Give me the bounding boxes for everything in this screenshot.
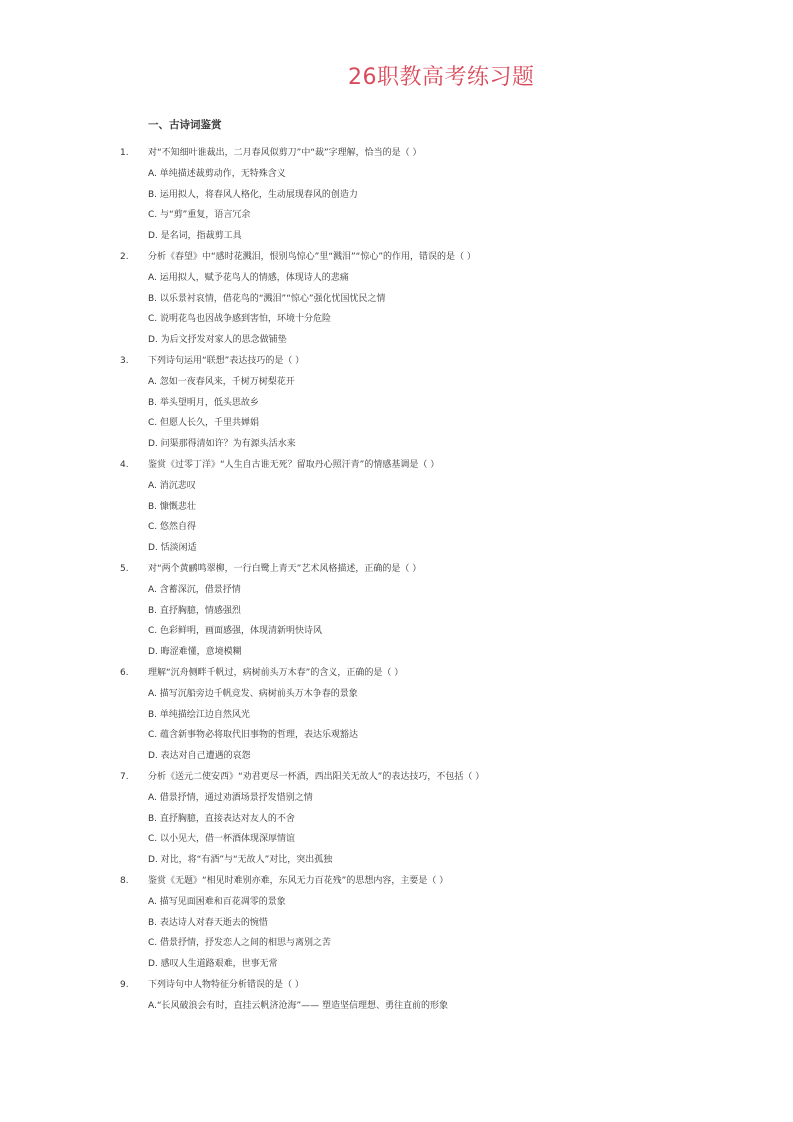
question-number: 4. xyxy=(120,460,129,470)
answer-option: A. 消沉悲叹 xyxy=(148,480,196,491)
answer-option: D. 表达对自己遭遇的哀怨 xyxy=(148,751,251,762)
answer-option: D. 恬淡闲适 xyxy=(148,543,197,554)
answer-option: B. 表达诗人对春天逝去的惋惜 xyxy=(148,917,268,928)
answer-option: A. 忽如一夜春风来，千树万树梨花开 xyxy=(148,376,295,387)
question-stem: 下列诗句中人物特征分析错误的是（ ） xyxy=(148,980,304,990)
question-stem: 分析《春望》中“感时花溅泪，恨别鸟惊心”里“溅泪”“惊心”的作用，错误的是（ ） xyxy=(148,252,476,262)
question-number: 1. xyxy=(120,148,129,158)
answer-option: D. 为后文抒发对家人的思念做铺垫 xyxy=(148,335,287,346)
answer-option: C. 但愿人长久，千里共婵娟 xyxy=(148,418,260,429)
question-stem: 对“不知细叶谁裁出，二月春风似剪刀”中“裁”字理解，恰当的是（ ） xyxy=(148,148,422,158)
question-number: 9. xyxy=(120,980,129,990)
question-number: 3. xyxy=(120,356,129,366)
question-stem: 理解“沉舟侧畔千帆过，病树前头万木春”的含义，正确的是（ ） xyxy=(148,668,404,678)
question-number: 5. xyxy=(120,564,129,574)
answer-option: D. 是名词，指裁剪工具 xyxy=(148,231,242,242)
question-number: 6. xyxy=(120,668,129,678)
answer-option: B. 单纯描绘江边自然风光 xyxy=(148,709,250,720)
answer-option: B. 直抒胸臆，情感强烈 xyxy=(148,605,241,616)
answer-option: C. 与“剪”重复，语言冗余 xyxy=(148,210,251,221)
answer-option: D. 感叹人生道路艰难，世事无常 xyxy=(148,959,278,970)
answer-option: B. 直抒胸臆，直接表达对友人的不舍 xyxy=(148,813,295,824)
question-stem: 鉴赏《无题》“相见时难别亦难，东风无力百花残”的思想内容，主要是（ ） xyxy=(148,876,449,886)
answer-option: A. 运用拟人，赋予花鸟人的情感，体现诗人的悲痛 xyxy=(148,272,349,283)
answer-option: B. 举头望明月，低头思故乡 xyxy=(148,397,259,408)
answer-option: C. 借景抒情，抒发恋人之间的相思与离别之苦 xyxy=(148,938,332,949)
question-stem: 鉴赏《过零丁洋》“人生自古谁无死？留取丹心照汗青”的情感基调是（ ） xyxy=(148,460,440,470)
answer-option: C. 蕴含新事物必将取代旧事物的哲理，表达乐观豁达 xyxy=(148,730,359,741)
answer-option: A. 单纯描述裁剪动作，无特殊含义 xyxy=(148,168,286,179)
section-heading: 一、古诗词鉴赏 xyxy=(148,119,222,131)
answer-option: B. 以乐景衬哀情，借花鸟的“溅泪”“惊心”强化忧国忧民之情 xyxy=(148,293,386,304)
answer-option: C. 色彩鲜明，画面感强，体现清新明快诗风 xyxy=(148,626,323,637)
answer-option: D. 问渠那得清如许？为有源头活水来 xyxy=(148,439,296,450)
answer-option: C. 悠然自得 xyxy=(148,522,197,533)
question-stem: 对“两个黄鹂鸣翠柳，一行白鹭上青天”艺术风格描述，正确的是（ ） xyxy=(148,564,422,574)
answer-option: D. 晦涩难懂，意境模糊 xyxy=(148,647,242,658)
question-number: 2. xyxy=(120,252,129,262)
answer-option: D. 对比，将“有酒”与“无故人”对比，突出孤独 xyxy=(148,855,333,866)
answer-option: B. 运用拟人，将春风人格化，生动展现春风的创造力 xyxy=(148,189,358,200)
answer-option: A.“长风破浪会有时，直挂云帆济沧海”—— 塑造坚信理想、勇往直前的形象 xyxy=(148,1000,449,1011)
answer-option: A. 描写沉船旁边千帆竞发、病树前头万木争春的景象 xyxy=(148,688,358,699)
question-stem: 分析《送元二使安西》“劝君更尽一杯酒，西出阳关无故人”的表达技巧，不包括（ ） xyxy=(148,772,485,782)
answer-option: A. 描写见面困难和百花凋零的景象 xyxy=(148,896,286,907)
question-stem: 下列诗句运用“联想”表达技巧的是（ ） xyxy=(148,356,305,366)
answer-option: C. 说明花鸟也因战争感到害怕，环境十分危险 xyxy=(148,314,332,325)
page-title: 26职教高考练习题 xyxy=(348,65,535,90)
question-number: 7. xyxy=(120,772,129,782)
answer-option: A. 借景抒情，通过劝酒场景抒发惜别之情 xyxy=(148,792,313,803)
question-number: 8. xyxy=(120,876,129,886)
answer-option: B. 慷慨悲壮 xyxy=(148,501,196,512)
answer-option: C. 以小见大，借一杯酒体现深厚情谊 xyxy=(148,834,296,845)
answer-option: A. 含蓄深沉，借景抒情 xyxy=(148,584,241,595)
